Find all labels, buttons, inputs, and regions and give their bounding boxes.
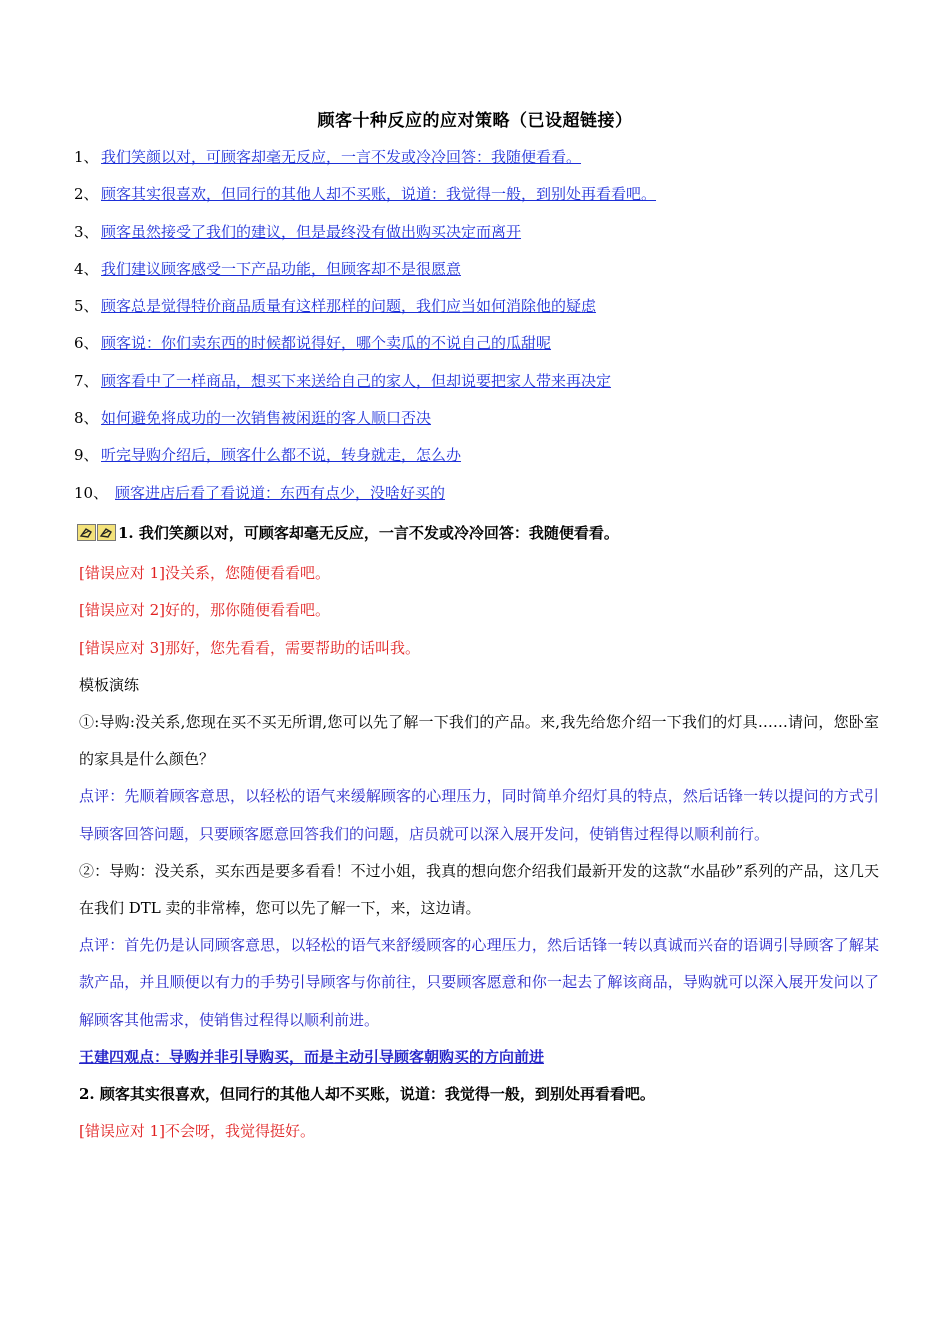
bookmark-icons[interactable] (77, 518, 117, 555)
wrong-response: [错误应对 1]没关系，您随便看看吧。 (79, 564, 331, 583)
toc-number: 6、 (74, 334, 99, 353)
document-title: 顾客十种反应的应对策略（已设超链接） (317, 111, 633, 131)
section-heading-text: 1. 我们笑颜以对，可顾客却毫无反应，一言不发或冷冷回答：我随便看看。 (118, 524, 619, 542)
toc-item (74, 444, 894, 481)
hyperlink-icon (77, 524, 96, 541)
wrong-response: [错误应对 2]好的，那你随便看看吧。 (79, 601, 331, 620)
section-heading (79, 515, 879, 555)
toc-link[interactable]: 听完导购介绍后，顾客什么都不说，转身就走，怎么办 (101, 446, 462, 465)
toc-number: 7、 (74, 371, 99, 390)
demo-dialogue: ②：导购：没关系，买东西是要多看看！不过小姐，我真的想向您介绍我们最新开发的这款“水晶砂”系列的产品，这几天在我们 DTL 卖的非常棒，您可以先了解一下，来，这边请。 (79, 861, 879, 918)
toc-number: 3、 (74, 222, 99, 241)
toc-number: 2、 (74, 185, 99, 204)
toc-link[interactable]: 如何避免将成功的一次销售被闲逛的客人顺口否决 (101, 409, 432, 428)
toc-item (74, 146, 894, 183)
demo-dialogue: ①:导购:没关系,您现在买不买无所谓,您可以先了解一下我们的产品。来,我先给您介绍一下我们的灯具……请问，您卧室的家具是什么颜色？ (79, 713, 879, 769)
toc-item (74, 370, 894, 407)
comment: 点评：首先仍是认同顾客意思，以轻松的语气来舒缓顾客的心理压力，然后话锋一转以真诚而兴奋的语调引导顾客了解某款产品，并且顺便以有力的手势引导顾客与你前往，只要顾客愿意和你一起去了解该商品，导购就可以深入展开发问以了解顾客其他需求，使销售过程得以顺利前进。 (79, 936, 879, 1029)
viewpoint-text: 王建四观点：导购并非引导购买，而是主动引导顾客朝购买的方向前进 (79, 1047, 545, 1066)
table-of-contents (74, 146, 894, 519)
toc-number: 8、 (74, 409, 99, 428)
wrong-response: [错误应对 3]那好，您先看看，需要帮助的话叫我。 (79, 638, 421, 657)
wrong-response: [错误应对 1]不会呀，我觉得挺好。 (79, 1122, 316, 1141)
toc-link[interactable]: 顾客看中了一样商品，想买下来送给自己的家人，但却说要把家人带来再决定 (101, 371, 612, 390)
document-body (79, 515, 879, 1150)
toc-link[interactable]: 顾客说：你们卖东西的时候都说得好，哪个卖瓜的不说自己的瓜甜呢 (101, 334, 552, 353)
toc-link[interactable]: 顾客其实很喜欢，但同行的其他人却不买账，说道：我觉得一般，到别处再看看吧。 (101, 185, 657, 204)
toc-link[interactable]: 我们建议顾客感受一下产品功能，但顾客却不是很愿意 (101, 259, 462, 278)
toc-item (74, 407, 894, 444)
toc-number: 4、 (74, 259, 99, 278)
toc-link[interactable]: 我们笑颜以对，可顾客却毫无反应，一言不发或冷冷回答：我随便看看。 (101, 148, 582, 166)
viewpoint (79, 1039, 879, 1076)
toc-item (74, 295, 894, 332)
toc-item (74, 482, 894, 519)
toc-item (74, 183, 894, 220)
toc-link[interactable]: 顾客进店后看了看说道：东西有点少，没啥好买的 (115, 483, 446, 502)
toc-link[interactable]: 顾客总是觉得特价商品质量有这样那样的问题，我们应当如何消除他的疑虑 (101, 297, 597, 316)
comment: 点评：先顺着顾客意思，以轻松的语气来缓解顾客的心理压力，同时简单介绍灯具的特点，然后话锋一转以提问的方式引导顾客回答问题，只要顾客愿意回答我们的问题，店员就可以深入展开发问，使销售过程得以顺利前行。 (79, 787, 879, 843)
section-heading: 2. 顾客其实很喜欢，但同行的其他人却不买账，说道：我觉得一般，到别处再看看吧。 (79, 1085, 655, 1104)
toc-link[interactable]: 顾客虽然接受了我们的建议，但是最终没有做出购买决定而离开 (101, 222, 522, 241)
toc-number: 10、 (74, 483, 109, 502)
toc-number: 5、 (74, 297, 99, 316)
toc-item (74, 258, 894, 295)
toc-item (74, 221, 894, 258)
hyperlink-icon (97, 524, 116, 541)
toc-item (74, 332, 894, 369)
template-label: 模板演练 (79, 675, 140, 694)
toc-number: 9、 (74, 446, 99, 465)
toc-number: 1、 (74, 148, 99, 166)
